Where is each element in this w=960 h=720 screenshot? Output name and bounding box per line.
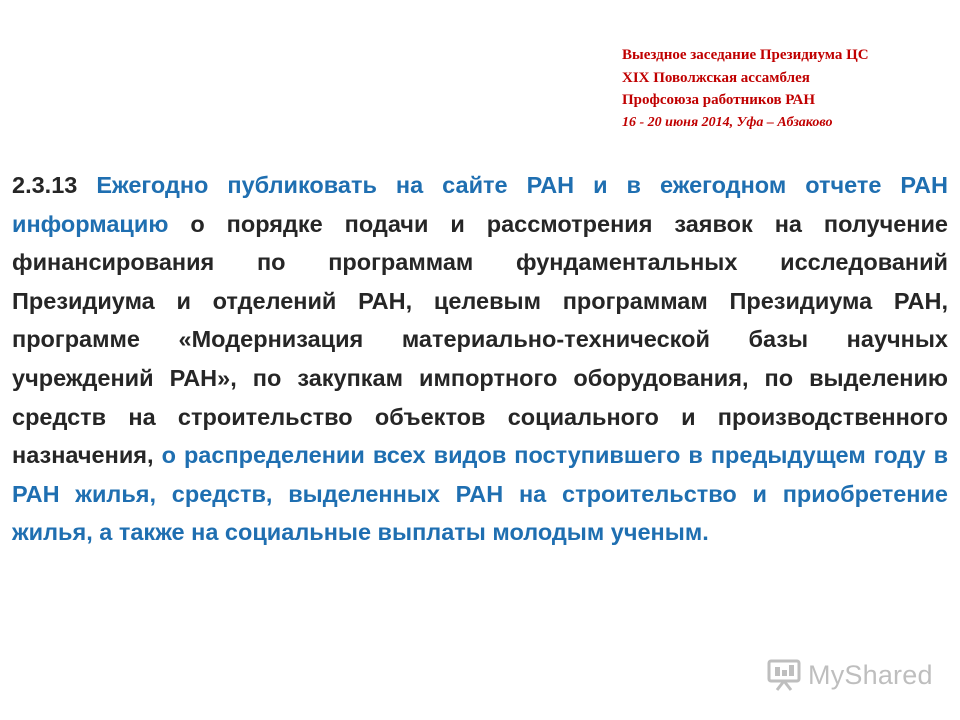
highlight-housing-distribution: о распределении всех видов поступившего в предыдущем году в РАН жилья, средств, выделенных РАН на строительство и приобретение жилья, а также на социальные выплаты молодым ученым. (12, 442, 949, 546)
item-number: 2.3.13 (12, 172, 78, 198)
highlight-publish-info: Ежегодно публиковать на сайте РАН и в ежегодном отчете РАН информацию (12, 172, 948, 237)
header-line-union: Профсоюза работников РАН (622, 92, 816, 108)
financing-details-text: о порядке подачи и рассмотрения заявок на получение финансирования по программам фундаментальных исследований Президиума и отделений РАН, целевым программам Президиума РАН, программе «Модернизация материально-технической базы научных учреждений РАН», по закупкам импортного оборудования, по выделению средств на строительство объектов социального и производственного назначения, (12, 210, 948, 469)
header-line-presidium: Выездное заседание Президиума ЦС (622, 47, 869, 63)
resolution-paragraph (12, 166, 948, 552)
event-header (622, 44, 952, 134)
myshared-watermark (766, 655, 933, 695)
header-line-date-place: 16 - 20 июня 2014, Уфа – Абзаково (622, 114, 833, 130)
watermark-logo-text: MyShared (808, 659, 933, 690)
header-line-assembly: XIX Поволжская ассамблея (622, 69, 810, 86)
presentation-board-icon (766, 658, 802, 692)
